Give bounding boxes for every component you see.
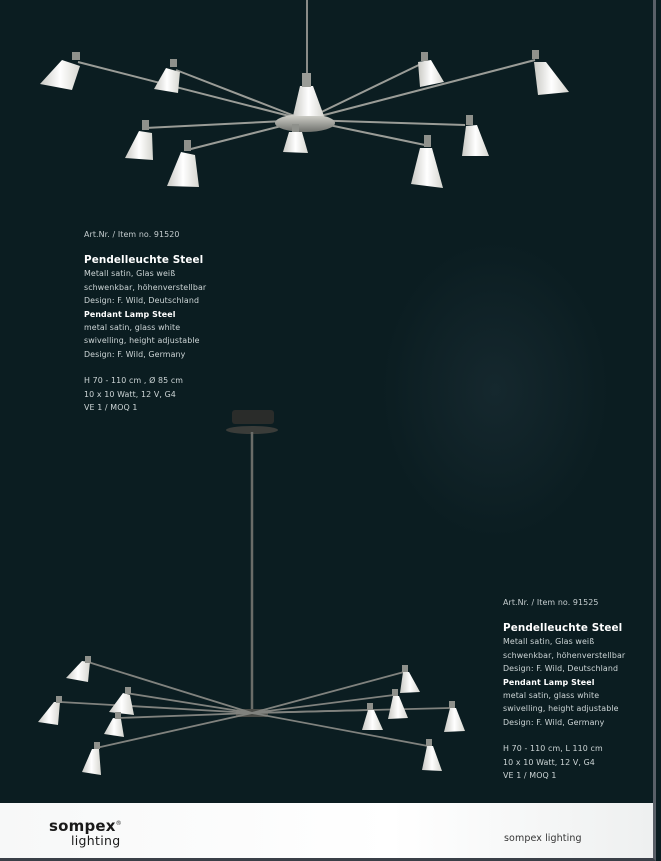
spec-dimensions: H 70 - 110 cm, L 110 cm	[503, 744, 603, 754]
lamp-91525	[38, 410, 465, 775]
description-de-material: Metall satin, Glas weiß	[84, 269, 176, 279]
product-title: Pendelleuchte Steel	[503, 622, 623, 635]
product-title-en: Pendant Lamp Steel	[84, 309, 176, 319]
description-de-features: schwenkbar, höhenverstellbar	[84, 282, 207, 292]
page-footer	[0, 803, 653, 858]
registered-mark: ®	[115, 820, 122, 827]
logo-word-lighting: lighting	[71, 833, 121, 848]
description-en-features: swivelling, height adjustable	[503, 704, 619, 714]
product-title-en: Pendant Lamp Steel	[503, 677, 595, 687]
item-number: Art.Nr. / Item no. 91525	[503, 598, 599, 607]
item-number: Art.Nr. / Item no. 91520	[84, 230, 180, 239]
spec-power: 10 x 10 Watt, 12 V, G4	[84, 389, 176, 399]
description-en-design: Design: F. Wild, Germany	[84, 349, 186, 359]
description-en-material: metal satin, glass white	[84, 323, 181, 333]
lamp-91520	[40, 0, 569, 188]
product-title: Pendelleuchte Steel	[84, 254, 204, 267]
product-info-91520	[84, 228, 206, 414]
sompex-logo	[49, 816, 122, 847]
description-en-design: Design: F. Wild, Germany	[503, 717, 605, 727]
description-de-material: Metall satin, Glas weiß	[503, 637, 595, 647]
spec-packaging: VE 1 / MOQ 1	[503, 771, 557, 781]
description-en-material: metal satin, glass white	[503, 691, 600, 701]
description-en-features: swivelling, height adjustable	[84, 336, 200, 346]
spec-packaging: VE 1 / MOQ 1	[84, 403, 138, 413]
product-info-91525	[503, 596, 625, 782]
spec-dimensions: H 70 - 110 cm , Ø 85 cm	[84, 376, 184, 386]
description-de-features: schwenkbar, höhenverstellbar	[503, 650, 626, 660]
spec-power: 10 x 10 Watt, 12 V, G4	[503, 757, 595, 767]
description-de-design: Design: F. Wild, Deutschland	[84, 296, 200, 306]
logo-word-sompex: sompex	[49, 817, 116, 835]
brand-text: sompex lighting	[504, 833, 582, 844]
description-de-design: Design: F. Wild, Deutschland	[503, 664, 619, 674]
